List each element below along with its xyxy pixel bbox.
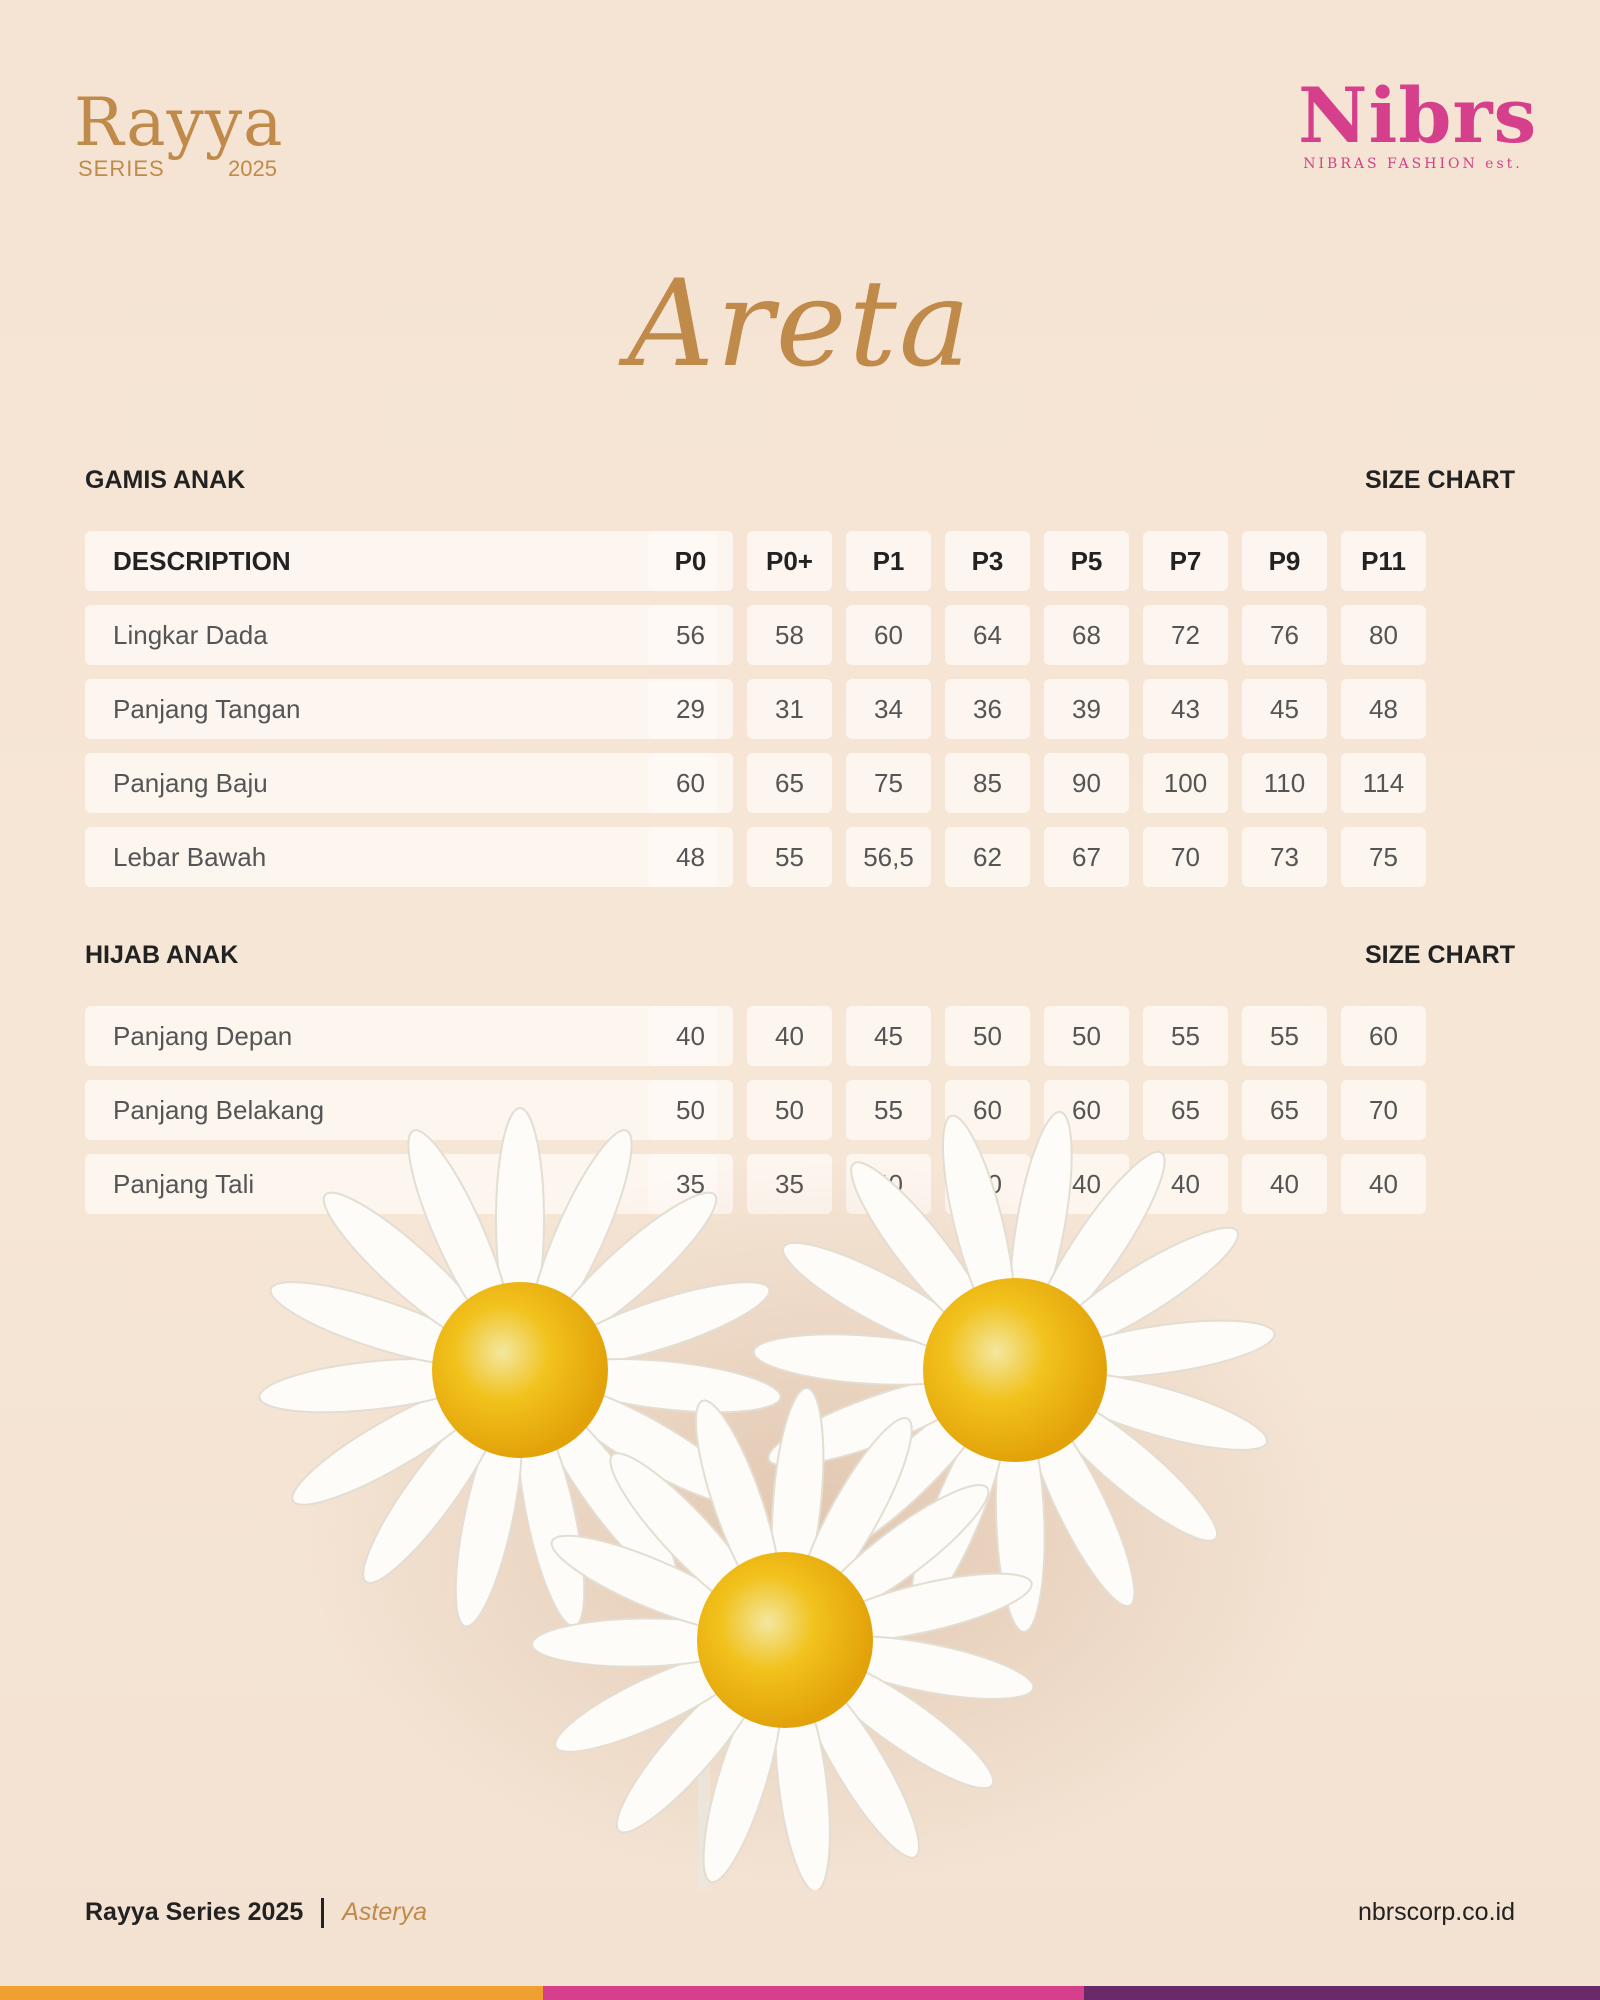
value-cell: 40 — [1341, 1154, 1426, 1214]
value-cell: 75 — [846, 753, 931, 813]
value-cell: 60 — [1341, 1006, 1426, 1066]
value-cell: 40 — [648, 1006, 733, 1066]
value-cell: 50 — [945, 1006, 1030, 1066]
rayya-logo — [74, 84, 294, 194]
row-label-cell: Panjang Belakang — [85, 1080, 717, 1140]
gamis-table-row — [85, 753, 1515, 813]
gamis-table-row — [85, 679, 1515, 739]
footer-collection-name: Asterya — [342, 1898, 428, 1926]
value-cell: 40 — [747, 1006, 832, 1066]
gamis-label: GAMIS ANAK — [85, 466, 246, 494]
footer-website: nbrscorp.co.id — [1357, 1898, 1515, 1926]
value-cell: 50 — [747, 1080, 832, 1140]
gamis-table-row — [85, 827, 1515, 887]
value-cell: 40 — [1242, 1154, 1327, 1214]
value-cell: 67 — [1044, 827, 1129, 887]
value-cell: 36 — [945, 679, 1030, 739]
value-cell: 58 — [747, 605, 832, 665]
gamis-size-chart-label: SIZE CHART — [1365, 466, 1515, 494]
value-cell: 60 — [1044, 1080, 1129, 1140]
footer-series — [85, 1898, 427, 1928]
value-cell: 29 — [648, 679, 733, 739]
value-cell: 65 — [1143, 1080, 1228, 1140]
value-cell: 85 — [945, 753, 1030, 813]
rayya-logo-word: Rayya — [74, 84, 284, 161]
value-cell: 50 — [648, 1080, 733, 1140]
row-label-cell: Panjang Baju — [85, 753, 717, 813]
value-cell: 70 — [1341, 1080, 1426, 1140]
value-cell: 56,5 — [846, 827, 931, 887]
value-cell: 72 — [1143, 605, 1228, 665]
value-cell: 60 — [945, 1080, 1030, 1140]
value-cell: 55 — [747, 827, 832, 887]
value-cell: 55 — [1242, 1006, 1327, 1066]
footer-bar-orange — [0, 1986, 543, 2000]
value-cell: 45 — [1242, 679, 1327, 739]
header-cell-size: P11 — [1341, 531, 1426, 591]
value-cell: 73 — [1242, 827, 1327, 887]
value-cell: 70 — [1143, 827, 1228, 887]
value-cell: 68 — [1044, 605, 1129, 665]
value-cell: 76 — [1242, 605, 1327, 665]
header-cell-size: P9 — [1242, 531, 1327, 591]
value-cell: 65 — [747, 753, 832, 813]
hijab-size-chart-label: SIZE CHART — [1365, 941, 1515, 969]
value-cell: 75 — [1341, 827, 1426, 887]
value-cell: 56 — [648, 605, 733, 665]
value-cell: 34 — [846, 679, 931, 739]
header-cell-size: P5 — [1044, 531, 1129, 591]
value-cell: 48 — [648, 827, 733, 887]
row-label-cell: Panjang Tangan — [85, 679, 717, 739]
header-cell-size: P7 — [1143, 531, 1228, 591]
value-cell: 43 — [1143, 679, 1228, 739]
header-cell-size: P1 — [846, 531, 931, 591]
row-label-cell: Panjang Depan — [85, 1006, 717, 1066]
header-cell-size: P3 — [945, 531, 1030, 591]
nibras-logo-word: Nibrs — [1298, 71, 1538, 160]
value-cell: 110 — [1242, 753, 1327, 813]
rayya-logo-series: SERIES — [78, 156, 165, 181]
value-cell: 50 — [1044, 1006, 1129, 1066]
product-title: Areta — [627, 255, 973, 394]
header-cell-description: DESCRIPTION — [85, 531, 717, 591]
hijab-label: HIJAB ANAK — [85, 941, 239, 969]
value-cell: 60 — [846, 605, 931, 665]
footer-bar-purple — [1084, 1986, 1600, 2000]
value-cell: 55 — [1143, 1006, 1228, 1066]
value-cell: 90 — [1044, 753, 1129, 813]
value-cell: 45 — [846, 1006, 931, 1066]
value-cell: 40 — [1044, 1154, 1129, 1214]
value-cell: 62 — [945, 827, 1030, 887]
value-cell: 39 — [1044, 679, 1129, 739]
footer-separator — [321, 1898, 324, 1928]
gamis-table-row — [85, 605, 1515, 665]
value-cell: 31 — [747, 679, 832, 739]
daisy-flowers-image — [220, 1050, 1360, 1890]
row-label-cell: Lingkar Dada — [85, 605, 717, 665]
value-cell: 60 — [648, 753, 733, 813]
footer-series-name: Rayya Series 2025 — [85, 1898, 304, 1926]
hijab-section-heading — [85, 941, 1515, 970]
value-cell: 48 — [1341, 679, 1426, 739]
nibras-logo — [1298, 71, 1538, 172]
row-label-cell: Panjang Tali — [85, 1154, 717, 1214]
header-cell-size: P0+ — [747, 531, 832, 591]
gamis-section-heading — [85, 466, 1515, 495]
nibras-logo-tagline: NIBRAS FASHION est. — [1303, 156, 1523, 172]
value-cell: 55 — [846, 1080, 931, 1140]
value-cell: 65 — [1242, 1080, 1327, 1140]
value-cell: 64 — [945, 605, 1030, 665]
footer-bar-magenta — [543, 1986, 1084, 2000]
rayya-logo-year: 2025 — [228, 156, 277, 181]
gamis-header-row — [85, 531, 1515, 591]
value-cell: 40 — [1143, 1154, 1228, 1214]
value-cell: 114 — [1341, 753, 1426, 813]
header-cell-size: P0 — [648, 531, 733, 591]
row-label-cell: Lebar Bawah — [85, 827, 717, 887]
value-cell: 80 — [1341, 605, 1426, 665]
value-cell: 100 — [1143, 753, 1228, 813]
